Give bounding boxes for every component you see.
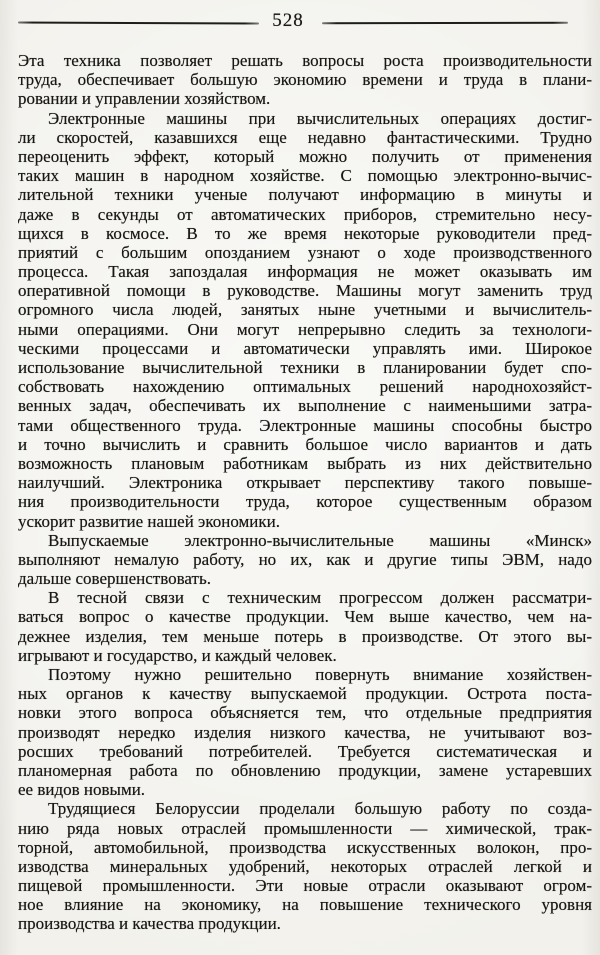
text-line: В тесной связи с техническим прогрессом должен рассматри-	[48, 588, 592, 608]
text-line: приятий с большим опозданием узнают о ходе производственного	[18, 242, 592, 262]
text-line: Эта техника позволяет решать вопросы роста производительности	[18, 51, 592, 70]
text-line: ее видов новыми.	[18, 780, 146, 800]
text-line: Поэтому нужно решительно повернуть внимание хозяйствен-	[48, 665, 592, 684]
paragraph	[18, 665, 592, 799]
text-line: собствовать нахождению оптимальных решений народнохозяйст-	[18, 377, 592, 397]
text-line: дальше совершенствовать.	[18, 569, 211, 589]
text-line: наилучший. Электроника открывает перспективу такого повыше-	[18, 473, 592, 493]
text-line: пищевой промышленности. Эти новые отрасли оказывают огром-	[18, 876, 592, 896]
text-line: ческими процессами и автоматически управлять ими. Широкое	[18, 338, 592, 358]
running-head	[0, 10, 600, 36]
text-line: щихся в космосе. В то же время некоторые руководители пред-	[18, 223, 592, 243]
text-line: использование вычислительной техники в планировании будет спо-	[18, 358, 592, 377]
text-line: игрывают и государство, и каждый человек.	[18, 645, 337, 665]
text-line: труда, обеспечивает большую экономию времени и труда в плани-	[18, 70, 592, 90]
header-rule-right	[322, 22, 568, 24]
text-line: ваться вопрос о качестве продукции. Чем выше качество, чем на-	[18, 607, 592, 627]
text-line: даже в секунды от автоматических приборов, стремительно несу-	[18, 204, 592, 224]
text-line: выполняют немалую работу, но их, как и другие типы ЭВМ, надо	[18, 549, 592, 569]
text-line: возможность плановым работникам выбрать из них действительно	[18, 453, 592, 473]
text-line: торной, автомобильной, производства искусственных волокон, про-	[18, 837, 592, 857]
text-line: дежнее изделия, тем меньше потерь в производстве. От этого вы-	[18, 626, 592, 646]
text-line: новки этого вопроса объясняется тем, что отдельные предприятия	[18, 703, 592, 723]
text-line: Трудящиеся Белоруссии проделали большую работу по созда-	[48, 799, 592, 819]
text-line: ния производительности труда, которое существенным образом	[18, 492, 592, 512]
text-line: венных задач, обеспечивать их выполнение с наименьшими затра-	[18, 396, 592, 416]
paragraph	[18, 531, 592, 589]
text-line: таких машин в народном хозяйстве. С помощью электронно-вычис-	[18, 166, 592, 186]
text-line: тами общественного труда. Электронные машины способны быстро	[18, 415, 592, 435]
text-line: ными операциями. Они могут непрерывно следить за технологи-	[18, 319, 592, 339]
text-line: производят нередко изделия низкого качества, не учитывают воз-	[18, 722, 592, 742]
text-line: изводства минеральных удобрений, некоторых отраслей легкой и	[18, 856, 592, 876]
paragraph	[18, 588, 592, 665]
text-line: ных органов к качеству выпускаемой продукции. Острота поста-	[18, 684, 592, 704]
text-line: огромного числа людей, занятых ныне учетными и вычислитель-	[18, 300, 592, 320]
text-line: росших требований потребителей. Требуется систематическая и	[18, 741, 592, 761]
text-line: оперативной помощи в руководстве. Машины могут заменить труд	[18, 281, 592, 301]
text-column	[18, 51, 592, 934]
text-line: лительной техники ученые получают информацию в минуты и	[18, 185, 592, 205]
text-line: ное влияние на экономику, на повышение технического уровня	[18, 895, 592, 915]
text-line: ускорит развитие нашей экономики.	[18, 511, 280, 531]
text-line: Электронные машины при вычислительных операциях достиг-	[48, 108, 592, 128]
text-line: Выпускаемые электронно-вычислительные машины «Минск»	[48, 530, 592, 550]
text-line: ровании и управлении хозяйством.	[18, 89, 271, 109]
page-number: 528	[272, 10, 304, 31]
text-line: переоценить эффект, который можно получить от применения	[18, 146, 592, 166]
text-line: и точно вычислить и сравнить большое число вариантов и дать	[18, 434, 592, 454]
paragraph	[18, 51, 592, 109]
text-line: ли скоростей, казавшихся еще недавно фантастическими. Трудно	[18, 127, 592, 147]
header-rule-left	[18, 21, 259, 24]
text-line: нию ряда новых отраслей промышленности — химической, трак-	[18, 818, 592, 838]
text-line: процесса. Такая запоздалая информация не может оказывать им	[18, 262, 592, 282]
text-line: планомерная работа по обновлению продукции, замене устаревших	[18, 760, 592, 780]
text-line: производства и качества продукции.	[18, 914, 281, 934]
paragraph	[18, 799, 592, 933]
paragraph	[18, 109, 592, 531]
